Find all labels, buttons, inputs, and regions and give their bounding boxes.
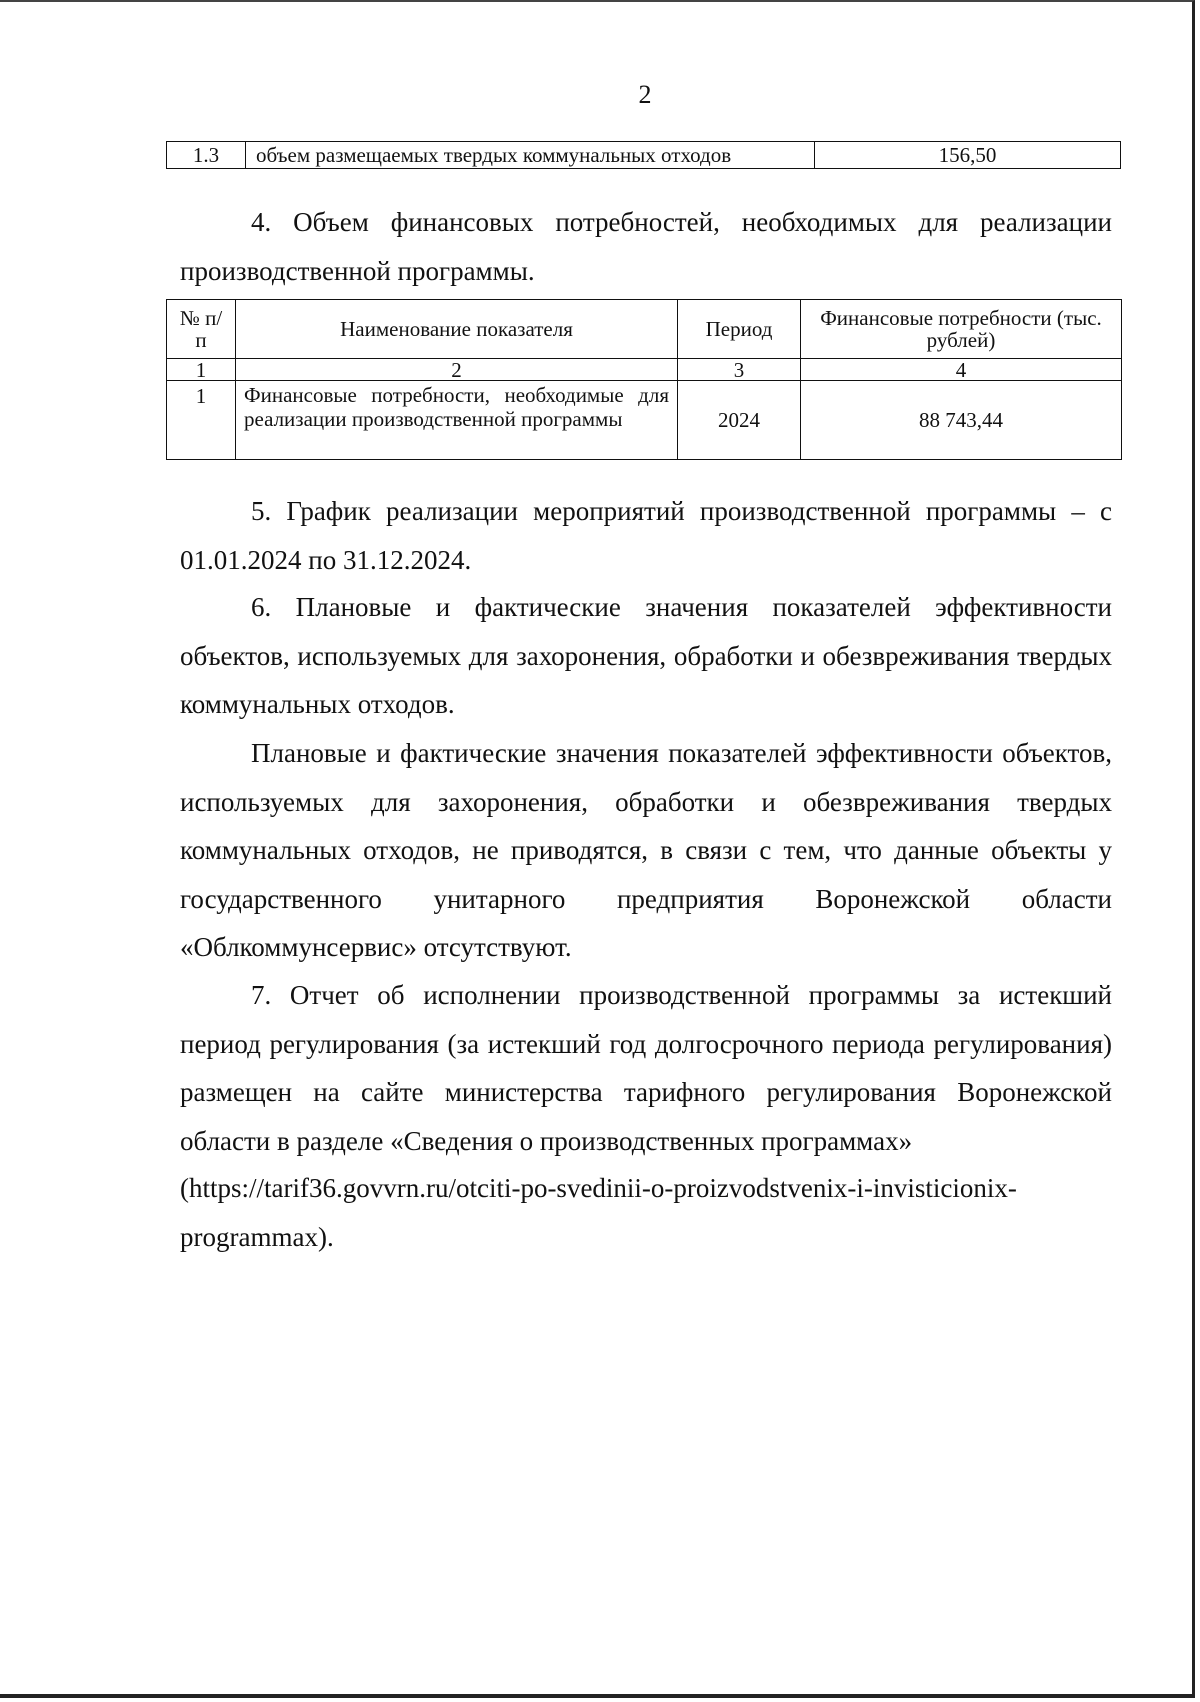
row-number-cell: 1	[167, 381, 236, 460]
period-cell: 2024	[678, 381, 801, 460]
section-5-paragraph: 5. График реализации мероприятий производственной программы – с 01.01.2024 по 31.12.2024.	[180, 496, 1112, 575]
indicator-name-cell: объем размещаемых твердых коммунальных отходов	[246, 142, 815, 169]
column-number-2: 2	[236, 359, 678, 381]
waste-volume-table	[166, 141, 1121, 169]
header-indicator-name: Наименование показателя	[236, 300, 678, 359]
financial-value-cell: 88 743,44	[801, 381, 1122, 460]
page-number: 2	[638, 80, 652, 109]
row-number-cell: 1.3	[167, 142, 246, 169]
column-number-4: 4	[801, 359, 1122, 381]
header-period: Период	[678, 300, 801, 359]
column-number-row	[167, 359, 1122, 381]
header-number: № п/п	[167, 300, 236, 359]
section-7-link[interactable]: (https://tarif36.govvrn.ru/otciti-po-svedinii-o-proizvodstvenix-i-invisticionix-programmax).	[180, 1173, 1017, 1252]
table-header-row	[167, 300, 1122, 359]
header-financial-needs: Финансовые потребности (тыс. рублей)	[801, 300, 1122, 359]
table-row	[167, 381, 1122, 460]
financial-needs-table	[166, 299, 1122, 460]
table-row	[167, 142, 1121, 169]
section-6-body-paragraph: Плановые и фактические значения показателей эффективности объектов, используемых для захоронения, обработки и обезвреживания твердых коммунальных отходов, не приводятся, в связи с тем, что данные объекты у государственного унитарного предприятия Воронежской области «Облкоммунсервис» отсутствуют.	[180, 738, 1112, 962]
indicator-value-cell: 156,50	[815, 142, 1121, 169]
indicator-name-cell: Финансовые потребности, необходимые для реализации производственной программы	[236, 381, 678, 460]
column-number-3: 3	[678, 359, 801, 381]
section-6-heading: 6. Плановые и фактические значения показателей эффективности объектов, используемых для захоронения, обработки и обезвреживания твердых коммунальных отходов.	[180, 592, 1112, 719]
section-4-heading: 4. Объем финансовых потребностей, необходимых для реализации производственной программы.	[180, 207, 1112, 286]
section-7-paragraph: 7. Отчет об исполнении производственной программы за истекший период регулирования (за истекший год долгосрочного периода регулирования) размещен на сайте министерства тарифного регулирования Воронежской области в разделе «Сведения о производственных программах»	[180, 980, 1112, 1156]
column-number-1: 1	[167, 359, 236, 381]
